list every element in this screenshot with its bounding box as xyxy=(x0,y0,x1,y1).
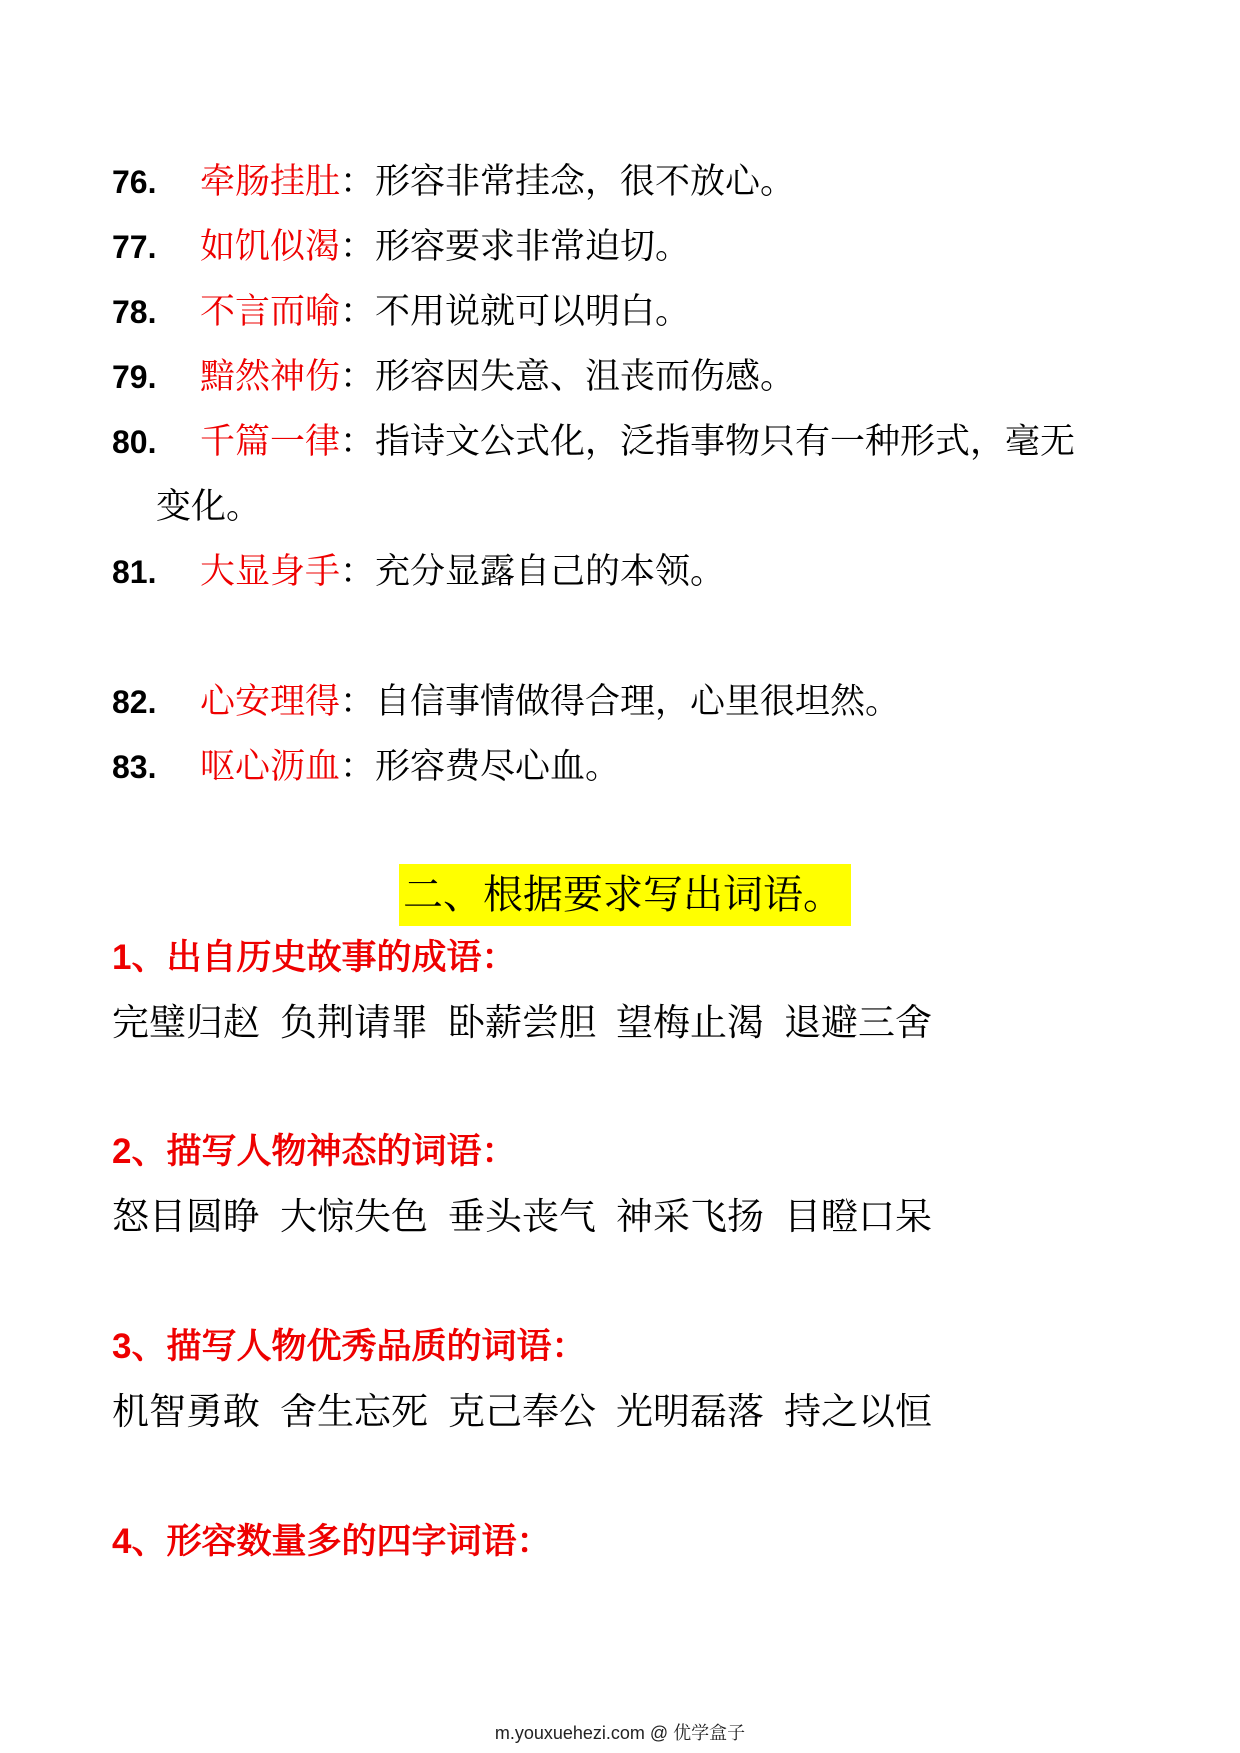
idiom-term: 大显身手 xyxy=(200,552,341,592)
entry-number: 79. xyxy=(112,359,157,395)
word-item: 舍生忘死 xyxy=(280,1390,428,1433)
entry-colon: ： xyxy=(340,162,376,202)
entry-colon: ： xyxy=(340,227,376,267)
category-heading-1 xyxy=(112,928,517,988)
idiom-definition-continuation: 变化。 xyxy=(156,487,262,527)
word-item: 机智勇敢 xyxy=(112,1390,260,1433)
idiom-definition: 不用说就可以明白。 xyxy=(375,292,691,332)
entry-number: 81. xyxy=(112,554,157,590)
idiom-term: 如饥似渴 xyxy=(200,227,341,267)
word-list-2 xyxy=(112,1186,952,1248)
category-heading-3 xyxy=(112,1317,587,1377)
word-item: 克己奉公 xyxy=(448,1390,596,1433)
word-item: 神采飞扬 xyxy=(616,1195,764,1238)
word-item: 完璧归赵 xyxy=(112,1001,260,1044)
category-title: 描写人物神态的词语： xyxy=(166,1132,517,1172)
category-number: 2 xyxy=(112,1132,132,1171)
entry-colon: ： xyxy=(340,747,376,787)
entry-number: 82. xyxy=(112,684,157,720)
idiom-definition: 指诗文公式化，泛指事物只有一种形式，毫无 xyxy=(375,422,1076,462)
category-heading-2 xyxy=(112,1122,517,1182)
entry-colon: ： xyxy=(340,682,376,722)
entry-number: 78. xyxy=(112,294,157,330)
category-title: 出自历史故事的成语： xyxy=(166,938,517,978)
word-item: 持之以恒 xyxy=(784,1390,932,1433)
idiom-definition: 形容要求非常迫切。 xyxy=(375,227,691,267)
word-list-3 xyxy=(112,1381,952,1443)
category-separator: 、 xyxy=(131,1327,167,1367)
word-item: 大惊失色 xyxy=(280,1195,428,1238)
idiom-entry-81 xyxy=(112,540,1132,605)
idiom-entry-79 xyxy=(112,345,1132,410)
idiom-entry-80 xyxy=(112,410,1132,540)
section-title: 二、根据要求写出词语。 xyxy=(399,864,851,926)
entry-colon: ： xyxy=(340,552,376,592)
idiom-definition: 形容非常挂念，很不放心。 xyxy=(375,162,796,202)
entry-colon: ： xyxy=(340,357,376,397)
category-heading-4 xyxy=(112,1512,552,1572)
word-item: 光明磊落 xyxy=(616,1390,764,1433)
category-title: 形容数量多的四字词语： xyxy=(166,1522,552,1562)
word-item: 卧薪尝胆 xyxy=(448,1001,596,1044)
category-number: 1 xyxy=(112,938,132,977)
idiom-term: 牵肠挂肚 xyxy=(200,162,341,202)
category-separator: 、 xyxy=(131,1522,167,1562)
idiom-entry-83 xyxy=(112,735,1132,800)
idiom-definition: 形容因失意、沮丧而伤感。 xyxy=(375,357,796,397)
footer-watermark: m.youxuehezi.com @ 优学盒子 xyxy=(494,1723,746,1743)
entry-number: 77. xyxy=(112,229,157,265)
idiom-definition: 形容费尽心血。 xyxy=(375,747,621,787)
category-number: 4 xyxy=(112,1522,132,1561)
word-list-1 xyxy=(112,992,952,1054)
word-item: 望梅止渴 xyxy=(616,1001,764,1044)
category-number: 3 xyxy=(112,1327,132,1366)
entry-colon: ： xyxy=(340,422,376,462)
entry-colon: ： xyxy=(340,292,376,332)
word-item: 目瞪口呆 xyxy=(784,1195,932,1238)
idiom-definition: 自信事情做得合理，心里很坦然。 xyxy=(375,682,901,722)
word-item: 负荆请罪 xyxy=(280,1001,428,1044)
idiom-entry-77 xyxy=(112,215,1132,280)
word-item: 怒目圆睁 xyxy=(112,1195,260,1238)
entry-number: 76. xyxy=(112,164,157,200)
category-separator: 、 xyxy=(131,1132,167,1172)
word-item: 垂头丧气 xyxy=(448,1195,596,1238)
idiom-entry-76 xyxy=(112,150,1132,215)
idiom-term: 呕心沥血 xyxy=(200,747,341,787)
entry-number: 83. xyxy=(112,749,157,785)
idiom-term: 千篇一律 xyxy=(200,422,341,462)
idiom-term: 黯然神伤 xyxy=(200,357,341,397)
idiom-entry-82 xyxy=(112,670,1132,735)
category-title: 描写人物优秀品质的词语： xyxy=(166,1327,587,1367)
entry-number: 80. xyxy=(112,424,157,460)
idiom-entry-78 xyxy=(112,280,1132,345)
idiom-term: 心安理得 xyxy=(200,682,341,722)
category-separator: 、 xyxy=(131,938,167,978)
section-title-wrapper xyxy=(0,864,1240,926)
idiom-definition: 充分显露自己的本领。 xyxy=(375,552,726,592)
word-item: 退避三舍 xyxy=(784,1001,932,1044)
idiom-term: 不言而喻 xyxy=(200,292,341,332)
